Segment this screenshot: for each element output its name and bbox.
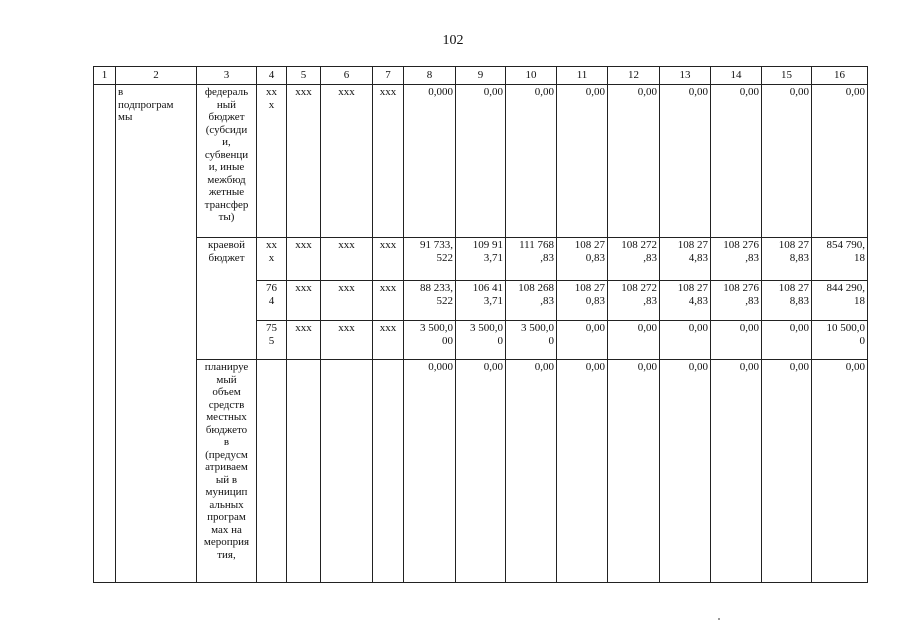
- value-cell: 108 268 ,83: [506, 281, 557, 321]
- code-cell: ххх: [287, 281, 321, 321]
- value-cell: 0,00: [608, 85, 660, 238]
- value-cell: 108 27 4,83: [660, 281, 711, 321]
- value-cell: 0,00: [762, 85, 812, 238]
- value-cell: 0,00: [660, 360, 711, 583]
- code-cell: ххх: [287, 321, 321, 360]
- table-row-regional-budget: [94, 238, 868, 281]
- value-cell: 3 500,0 0: [506, 321, 557, 360]
- code-cell: хх х: [257, 85, 287, 238]
- value-cell: 108 27 8,83: [762, 238, 812, 281]
- value-cell: 108 27 8,83: [762, 281, 812, 321]
- code-cell: [257, 360, 287, 583]
- code-cell: ххх: [287, 85, 321, 238]
- header-cell: 12: [608, 67, 660, 85]
- header-cell: 5: [287, 67, 321, 85]
- header-cell: 8: [404, 67, 456, 85]
- value-cell: 0,000: [404, 85, 456, 238]
- header-cell: 15: [762, 67, 812, 85]
- code-cell: 75 5: [257, 321, 287, 360]
- code-cell: ххх: [321, 281, 373, 321]
- budget-table: [93, 66, 868, 583]
- header-cell: 3: [197, 67, 257, 85]
- value-cell: 0,00: [608, 360, 660, 583]
- value-cell: 0,00: [660, 85, 711, 238]
- code-cell: 76 4: [257, 281, 287, 321]
- value-cell: 3 500,0 0: [456, 321, 506, 360]
- value-cell: 0,00: [506, 360, 557, 583]
- code-cell: [373, 360, 404, 583]
- code-cell: ххх: [287, 238, 321, 281]
- value-cell: 3 500,0 00: [404, 321, 456, 360]
- value-cell: 108 272 ,83: [608, 281, 660, 321]
- code-cell: ххх: [321, 321, 373, 360]
- header-cell: 16: [812, 67, 868, 85]
- funding-source-federal: федераль ный бюджет (субсиди и, субвенци и, иные межбюд жетные трансфер ты): [197, 85, 257, 238]
- value-cell: 108 27 0,83: [557, 281, 608, 321]
- table-row-local-budgets: [94, 360, 868, 583]
- value-cell: 0,00: [812, 360, 868, 583]
- value-cell: 108 272 ,83: [608, 238, 660, 281]
- value-cell: 0,00: [660, 321, 711, 360]
- value-cell: 10 500,0 0: [812, 321, 868, 360]
- value-cell: 88 233, 522: [404, 281, 456, 321]
- header-cell: 1: [94, 67, 116, 85]
- value-cell: 0,00: [557, 85, 608, 238]
- header-cell: 6: [321, 67, 373, 85]
- header-cell: 2: [116, 67, 197, 85]
- value-cell: 0,00: [812, 85, 868, 238]
- code-cell: ххх: [373, 281, 404, 321]
- value-cell: 108 27 0,83: [557, 238, 608, 281]
- value-cell: 108 276 ,83: [711, 238, 762, 281]
- col1-cell: [94, 85, 116, 583]
- value-cell: 844 290, 18: [812, 281, 868, 321]
- header-cell: 13: [660, 67, 711, 85]
- code-cell: [287, 360, 321, 583]
- value-cell: 0,00: [762, 360, 812, 583]
- value-cell: 109 91 3,71: [456, 238, 506, 281]
- header-cell: 9: [456, 67, 506, 85]
- funding-source-regional: краевой бюджет: [197, 238, 257, 360]
- subprogram-label: в подпрограм мы: [116, 85, 197, 583]
- value-cell: 91 733, 522: [404, 238, 456, 281]
- value-cell: 108 276 ,83: [711, 281, 762, 321]
- code-cell: [321, 360, 373, 583]
- header-cell: 11: [557, 67, 608, 85]
- value-cell: 0,00: [711, 360, 762, 583]
- value-cell: 0,00: [557, 321, 608, 360]
- value-cell: 0,00: [456, 85, 506, 238]
- value-cell: 0,00: [711, 321, 762, 360]
- value-cell: 0,000: [404, 360, 456, 583]
- code-cell: ххх: [373, 238, 404, 281]
- value-cell: 0,00: [608, 321, 660, 360]
- value-cell: 0,00: [557, 360, 608, 583]
- value-cell: 111 768 ,83: [506, 238, 557, 281]
- page-number: 102: [442, 33, 464, 48]
- code-cell: ххх: [321, 85, 373, 238]
- value-cell: 106 41 3,71: [456, 281, 506, 321]
- header-cell: 10: [506, 67, 557, 85]
- code-cell: ххх: [373, 321, 404, 360]
- value-cell: 108 27 4,83: [660, 238, 711, 281]
- code-cell: ххх: [321, 238, 373, 281]
- scan-speck: [718, 618, 720, 620]
- code-cell: хх х: [257, 238, 287, 281]
- code-cell: ххх: [373, 85, 404, 238]
- value-cell: 0,00: [762, 321, 812, 360]
- header-cell: 14: [711, 67, 762, 85]
- funding-source-local: планируе мый объем средств местных бюджето в (предусм атриваем ый в муницип альных програм мах на мероприя тия,: [197, 360, 257, 583]
- value-cell: 0,00: [506, 85, 557, 238]
- header-row: [94, 67, 868, 85]
- value-cell: 0,00: [711, 85, 762, 238]
- header-cell: 7: [373, 67, 404, 85]
- value-cell: 0,00: [456, 360, 506, 583]
- value-cell: 854 790, 18: [812, 238, 868, 281]
- header-cell: 4: [257, 67, 287, 85]
- table-row-federal-budget: [94, 85, 868, 238]
